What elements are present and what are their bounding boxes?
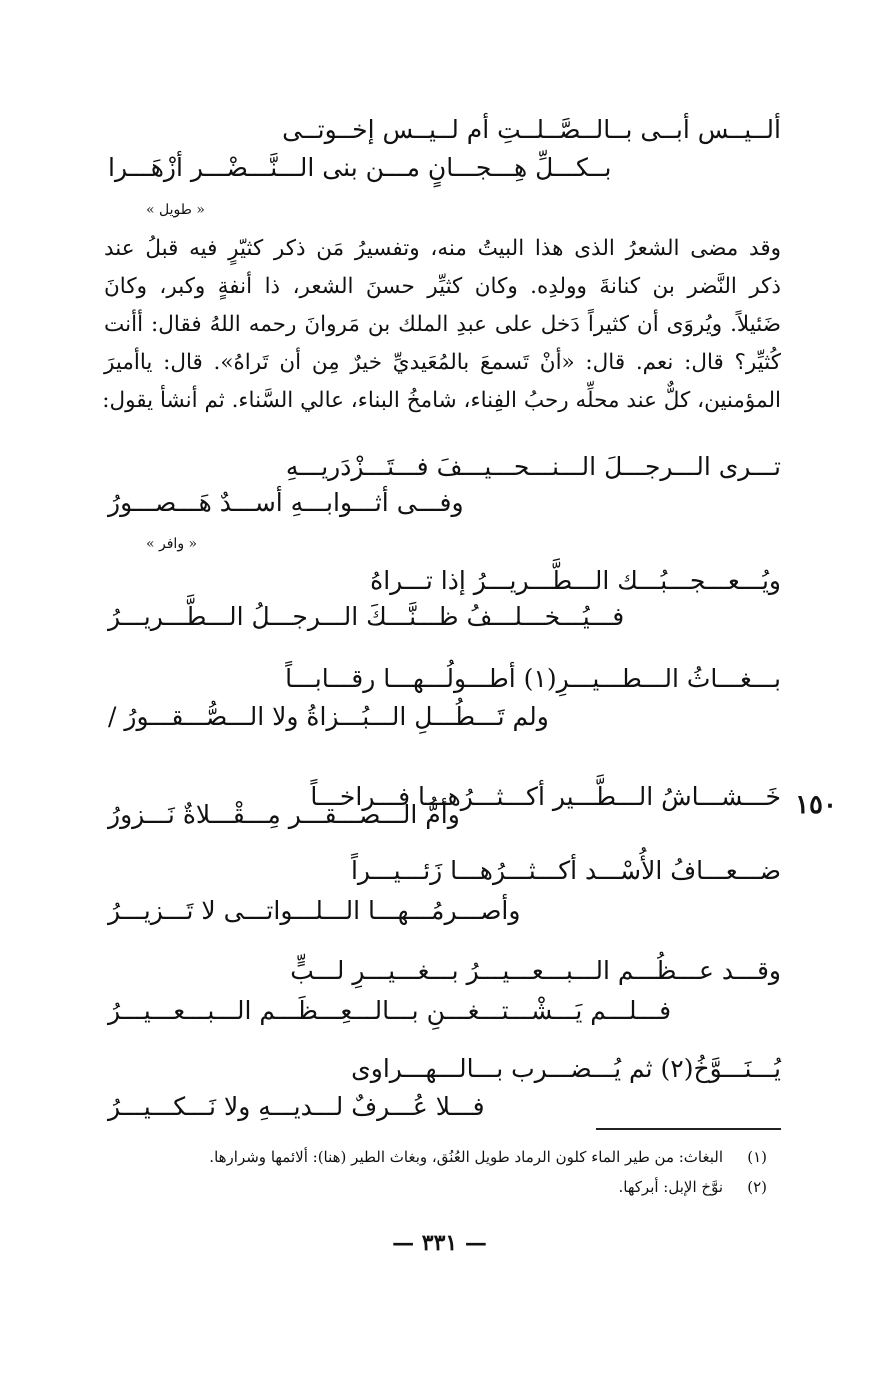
verse-6-second-hemistich: وأصـــرمُـــهـــا الـــلـــواتـــى لا تَـــزيـــرُ xyxy=(108,896,521,925)
verse-7-first-hemistich: وقـــد عـــظُـــم الـــبـــعـــيـــرُ بـــغـــيـــرِ لـــبٍّ xyxy=(290,956,781,985)
verse-6-first-hemistich: ضـــعـــافُ الأُسْـــد أكـــثـــرُهـــا زَئـــيـــراً xyxy=(350,856,781,885)
prose-line-1: وقد مضى الشعرُ الذى هذا البيتُ منه، وتفسيرُ مَن ذكر كثيّرٍ فيه قبلُ عند xyxy=(104,236,781,261)
prose-line-4: كُثيِّر؟ قال: نعم. قال: «أنْ تَسمعَ بالمُعَيديِّ خيرٌ مِن أن تَراهُ». قال: ياأميرَ xyxy=(104,350,781,375)
page-number: — ٣٣١ — xyxy=(392,1230,487,1256)
prose-line-3: ضَئيلاً. ويُروَى أن كثيراً دَخل على عبدِ الملك بن مَروانَ رحمه اللهُ فقال: أأنت xyxy=(104,312,781,337)
footnote-2-text: نوَّخ الإبل: أبركها. xyxy=(618,1178,723,1196)
verse-3-second-hemistich: فـــيُـــخـــلـــفُ ظـــنَّـــكَ الـــرجـــلُ الـــطَّـــريـــرُ xyxy=(108,602,625,631)
verse-1-first-hemistich: ألــيــس أبــى بــالــصَّــلــتِ أم لــيــس إخــوتــى xyxy=(282,115,781,144)
footnote-1-number: (١) xyxy=(747,1148,767,1166)
line-number-marker: ١٥٠ xyxy=(795,790,837,820)
footnote-separator xyxy=(596,1128,781,1130)
verse-2-first-hemistich: تـــرى الـــرجـــلَ الـــنـــحـــيـــفَ فـــتَـــزْدَريـــهِ xyxy=(285,452,781,481)
prose-line-2: ذكر النَّضر بن كنانةَ وولدِه. وكان كثيِّر حسنَ الشعر، ذا أنفةٍ وكبر، وكانَ xyxy=(104,274,781,299)
verse-8-second-hemistich: فـــلا عُـــرفٌ لـــديـــهِ ولا نَـــكـــيـــرُ xyxy=(108,1092,485,1121)
verse-4-second-hemistich: ولم تَـــطُـــلِ الـــبُـــزاةُ ولا الـــصُّـــقـــورُ / xyxy=(108,702,549,731)
verse-3-first-hemistich: ويُـــعـــجـــبُـــك الـــطَّـــريـــرُ إذا تـــراهُ xyxy=(370,566,781,595)
verse-2-second-hemistich: وفـــى أثـــوابـــهِ أســـدٌ هَـــصـــورُ xyxy=(108,488,464,517)
meter-label-wafir: « وافر » xyxy=(146,536,198,552)
verse-4-first-hemistich: بـــغـــاثُ الـــطـــيـــرِ(١) أطـــولُـــهـــا رقـــابـــاً xyxy=(285,664,781,693)
prose-line-5: المؤمنين، كلٌّ عند محلِّه رحبُ الفِناء، شامخُ البناء، عالي السَّناء. ثم أنشأ يقول: xyxy=(102,388,781,413)
footnote-2-number: (٢) xyxy=(747,1178,767,1196)
verse-7-second-hemistich: فـــلـــم يَـــشْـــتـــغـــنِ بـــالـــعِـــظَـــم الـــبـــعـــيـــرُ xyxy=(108,996,672,1025)
verse-1-second-hemistich: بــكـــلِّ هِـــجـــانٍ مـــن بنى الـــنَّـــضْـــر أزْهَـــرا xyxy=(108,153,612,182)
footnote-1-text: البغاث: من طير الماء كلون الرماد طويل العُنُق، وبغاث الطير (هنا): ألائمها وشرارها. xyxy=(209,1148,723,1166)
verse-5-second-hemistich: وأمُّ الـــصـــقـــر مِـــقْـــلاةٌ نَـــزورُ xyxy=(108,800,460,829)
verse-8-first-hemistich: يُـــنَـــوَّخُ(٢) ثم يُـــضـــرب بـــالـــهـــراوى xyxy=(351,1054,781,1083)
meter-label-tawil: « طويل » xyxy=(146,202,205,218)
verse-5-first-hemistich: خَـــشـــاشُ الـــطَّـــير أكـــثـــرُهـــا فـــراخـــاً xyxy=(310,782,781,811)
